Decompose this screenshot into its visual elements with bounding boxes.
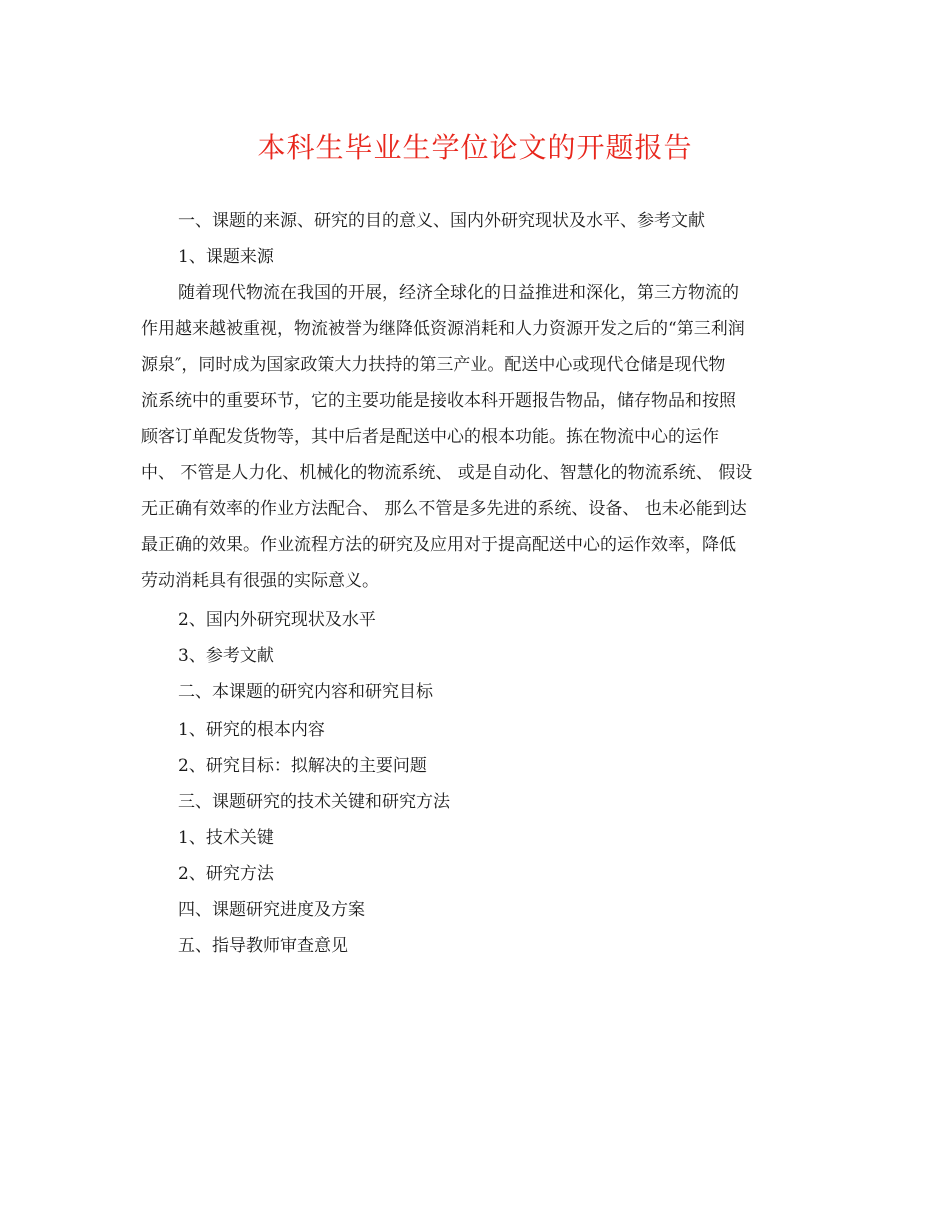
section-3-2-heading: 2、研究方法 — [178, 864, 274, 884]
paragraph-line: 无正确有效率的作业方法配合、 那么不管是多先进的系统、设备、 也未必能到达 — [141, 499, 747, 519]
paragraph-line: 流系统中的重要环节，它的主要功能是接收本科开题报告物品，储存物品和按照 — [141, 391, 736, 411]
paragraph-line: 顾客订单配发货物等，其中后者是配送中心的根本功能。拣在物流中心的运作 — [141, 427, 719, 447]
section-1-heading: 一、课题的来源、研究的目的意义、国内外研究现状及水平、参考文献 — [178, 211, 705, 231]
paragraph-line: 中、 不管是人力化、机械化的物流系统、 或是自动化、智慧化的物流系统、 假设 — [141, 463, 753, 483]
section-2-1-heading: 1、研究的根本内容 — [178, 720, 325, 740]
section-3-1-heading: 1、技术关键 — [178, 828, 274, 848]
paragraph-line: 随着现代物流在我国的开展，经济全球化的日益推进和深化，第三方物流的 — [178, 283, 739, 303]
paragraph-line: 源泉″，同时成为国家政策大力扶持的第三产业。配送中心或现代仓储是现代物 — [141, 355, 726, 375]
section-3-heading: 三、课题研究的技术关键和研究方法 — [178, 792, 450, 812]
paragraph-line: 劳动消耗具有很强的实际意义。 — [141, 571, 379, 591]
document-title: 本科生毕业生学位论文的开题报告 — [257, 131, 693, 164]
section-4-heading: 四、课题研究进度及方案 — [178, 900, 365, 920]
paragraph-line: 作用越来越被重视，物流被誉为继降低资源消耗和人力资源开发之后的“第三利润 — [141, 319, 745, 339]
section-5-heading: 五、指导教师审查意见 — [178, 936, 348, 956]
section-1-1-heading: 1、课题来源 — [178, 247, 274, 267]
section-2-heading: 二、本课题的研究内容和研究目标 — [178, 682, 433, 702]
section-1-3-heading: 3、参考文献 — [178, 646, 274, 666]
section-2-2-heading: 2、研究目标：拟解决的主要问题 — [178, 756, 427, 776]
paragraph-line: 最正确的效果。作业流程方法的研究及应用对于提高配送中心的运作效率，降低 — [141, 535, 736, 555]
section-1-2-heading: 2、国内外研究现状及水平 — [178, 610, 376, 630]
